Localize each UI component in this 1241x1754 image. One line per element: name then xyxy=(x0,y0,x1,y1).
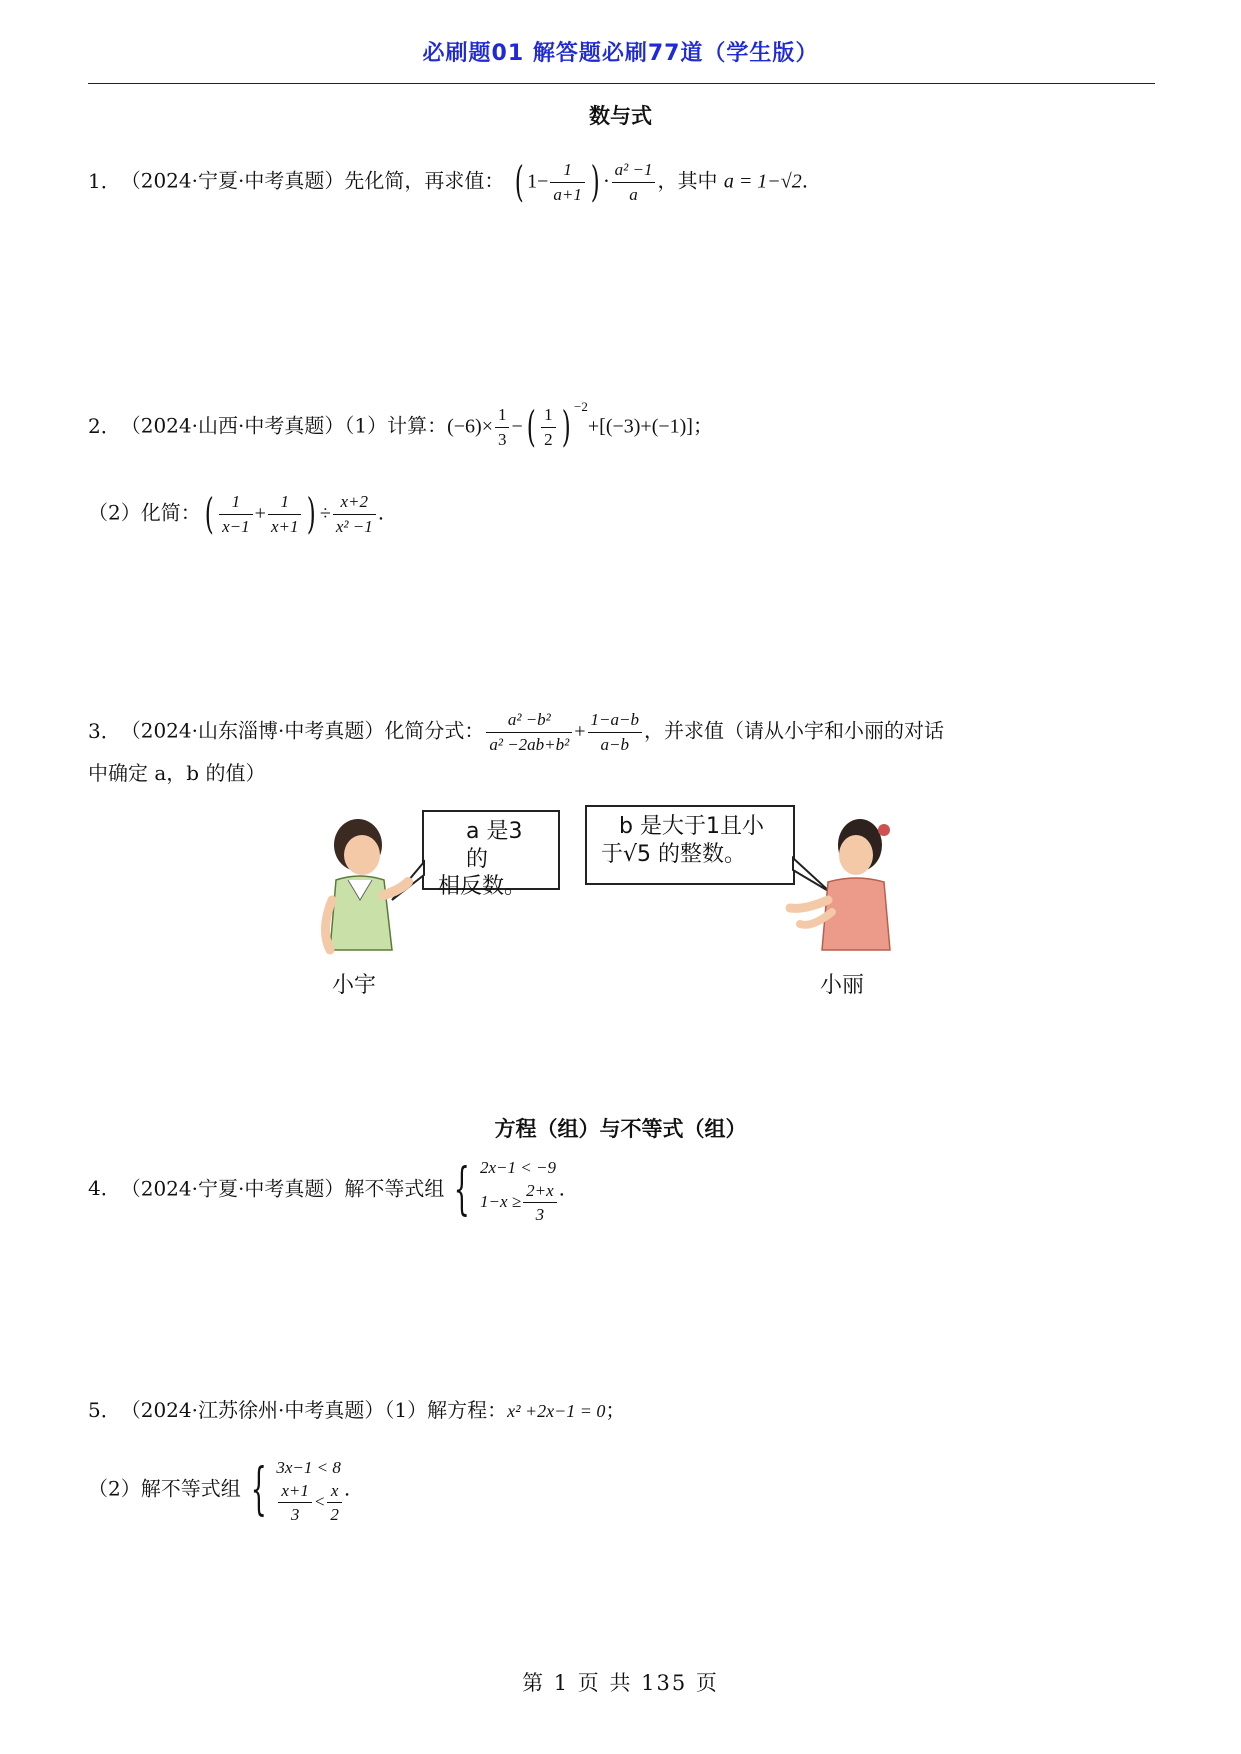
divide-operator: ÷ xyxy=(319,502,331,525)
problem-text: 化简分式： xyxy=(384,718,485,743)
fraction xyxy=(333,492,376,536)
problem-text: 先化简，再求值： xyxy=(344,168,505,193)
part-label: （1）计算： xyxy=(344,413,448,438)
fraction-denominator: a+1 xyxy=(553,184,582,204)
problem-4 xyxy=(88,1155,565,1225)
fraction xyxy=(486,710,572,754)
fraction-denominator: x² −1 xyxy=(335,516,373,536)
left-brace: { xyxy=(250,1456,267,1522)
fraction xyxy=(550,160,584,204)
fraction-numerator: x+1 xyxy=(278,1481,312,1504)
fraction-numerator: x+2 xyxy=(333,492,376,515)
right-paren: ) xyxy=(307,489,317,539)
expr-term: 1− xyxy=(527,170,549,193)
fraction xyxy=(612,160,656,204)
problem-source: （2024·宁夏·中考真题） xyxy=(130,1176,345,1201)
fraction-denominator: 3 xyxy=(535,1205,545,1225)
fraction-numerator: 2+x xyxy=(523,1181,557,1204)
problem-5-part-1 xyxy=(88,1400,625,1420)
problem-2-part-1 xyxy=(88,398,713,452)
system-row: 3x−1 < 8 xyxy=(276,1458,341,1477)
part-label: （2）化简： xyxy=(88,500,201,525)
problem-text-tail: ，其中 xyxy=(657,168,718,193)
section-title-equations-inequalities: 方程（组）与不等式（组） xyxy=(494,1117,747,1141)
period: . xyxy=(343,1476,351,1501)
system-row xyxy=(276,1481,344,1525)
caption-girl-name: 小丽 xyxy=(820,973,865,998)
less-than: < xyxy=(313,1491,326,1511)
left-brace: { xyxy=(454,1156,471,1222)
page-header-title: 必刷题01 解答题必刷77道（学生版） xyxy=(422,41,819,66)
exponent: −2 xyxy=(574,398,588,414)
system-row: 2x−1 < −9 xyxy=(480,1158,556,1177)
fraction-numerator: 1 xyxy=(268,492,302,515)
fraction-numerator: 1 xyxy=(541,405,556,428)
fraction-numerator: 1 xyxy=(550,160,584,183)
problem-number: 1． xyxy=(88,168,121,193)
fraction xyxy=(219,492,253,536)
caption-boy-name: 小宇 xyxy=(332,973,377,998)
fraction xyxy=(541,405,556,449)
semicolon: ； xyxy=(692,413,713,438)
problem-number: 3． xyxy=(88,718,121,743)
fraction-denominator: 2 xyxy=(544,429,553,449)
problem-2-part-2 xyxy=(88,489,385,539)
bubble-text-line: a 是3的 xyxy=(466,819,523,872)
bubble-text-line: 相反数。 xyxy=(438,874,527,899)
page-footer: 第 1 页 共 135 页 xyxy=(522,1671,719,1695)
fraction xyxy=(495,405,510,449)
fraction-numerator: a² −1 xyxy=(612,160,656,183)
inequality-system xyxy=(480,1155,559,1225)
fraction-denominator: x+1 xyxy=(270,516,299,536)
fraction-numerator: x xyxy=(327,1481,342,1504)
fraction-denominator: 2 xyxy=(330,1505,339,1525)
problem-text: 解不等式组 xyxy=(344,1176,445,1201)
condition-expr: a = 1−√2 xyxy=(723,170,802,193)
bubble-tail-right xyxy=(793,858,830,892)
left-paren: ( xyxy=(526,402,536,452)
header-divider xyxy=(88,83,1155,84)
problem-source: （2024·宁夏·中考真题） xyxy=(130,168,345,193)
girl-figure xyxy=(790,819,890,950)
fraction-numerator: a² −b² xyxy=(486,710,572,733)
problem-1 xyxy=(88,157,809,207)
problem-text-tail: ，并求值（请从小宇和小丽的对话 xyxy=(643,718,944,743)
problem-5-part-2 xyxy=(88,1455,350,1525)
part-label: （2）解不等式组 xyxy=(88,1476,241,1501)
period: . xyxy=(801,168,809,193)
problem-source: （2024·山东淄博·中考真题） xyxy=(130,718,385,743)
right-paren: ) xyxy=(590,157,600,207)
expr-term: (−6)× xyxy=(447,415,493,438)
problem-source: （2024·江苏徐州·中考真题） xyxy=(130,1398,385,1422)
problem-number: 4． xyxy=(88,1176,121,1201)
fraction xyxy=(268,492,302,536)
fraction-denominator: 3 xyxy=(497,429,507,449)
part-label: （1）解方程： xyxy=(384,1398,508,1422)
fraction xyxy=(327,1481,342,1525)
problem-number: 2． xyxy=(88,413,121,438)
period: . xyxy=(377,500,385,525)
dialogue-illustration xyxy=(300,800,940,1010)
fraction-denominator: a xyxy=(629,184,638,204)
problem-3 xyxy=(88,710,944,754)
fraction xyxy=(588,710,642,754)
fraction-denominator: 3 xyxy=(290,1505,300,1525)
dot-operator: · xyxy=(603,168,610,193)
inequality-system xyxy=(276,1455,344,1525)
system-row xyxy=(480,1181,559,1225)
left-paren: ( xyxy=(204,489,214,539)
plus-operator: + xyxy=(254,502,266,525)
bubble-text-line: 于√5 的整数。 xyxy=(601,841,747,867)
fraction xyxy=(278,1481,312,1525)
section-title-numbers-expressions: 数与式 xyxy=(589,104,652,128)
plus-operator: + xyxy=(574,720,586,743)
minus-operator: − xyxy=(511,415,523,438)
equation: x² +2x−1 = 0 xyxy=(507,1401,606,1421)
period: . xyxy=(558,1176,565,1201)
fraction-denominator: x−1 xyxy=(222,516,250,536)
fraction-denominator: a² −2ab+b² xyxy=(489,734,570,754)
fraction-numerator: 1−a−b xyxy=(588,710,642,733)
boy-figure xyxy=(325,819,408,950)
problem-number: 5． xyxy=(88,1398,121,1422)
system-term: 1−x ≥ xyxy=(480,1191,522,1211)
problem-3-line-2: 中确定 a，b 的值） xyxy=(88,761,266,785)
expr-term: +[(−3)+(−1)] xyxy=(587,415,693,438)
fraction xyxy=(523,1181,557,1225)
left-paren: ( xyxy=(514,157,524,207)
bubble-text-line: b 是大于1且小 xyxy=(619,814,764,839)
fraction-numerator: 1 xyxy=(495,405,510,428)
problem-source: （2024·山西·中考真题） xyxy=(130,413,345,438)
semicolon: ； xyxy=(605,1398,626,1422)
fraction-numerator: 1 xyxy=(219,492,253,515)
right-paren: ) xyxy=(561,402,571,452)
fraction-denominator: a−b xyxy=(600,734,629,754)
